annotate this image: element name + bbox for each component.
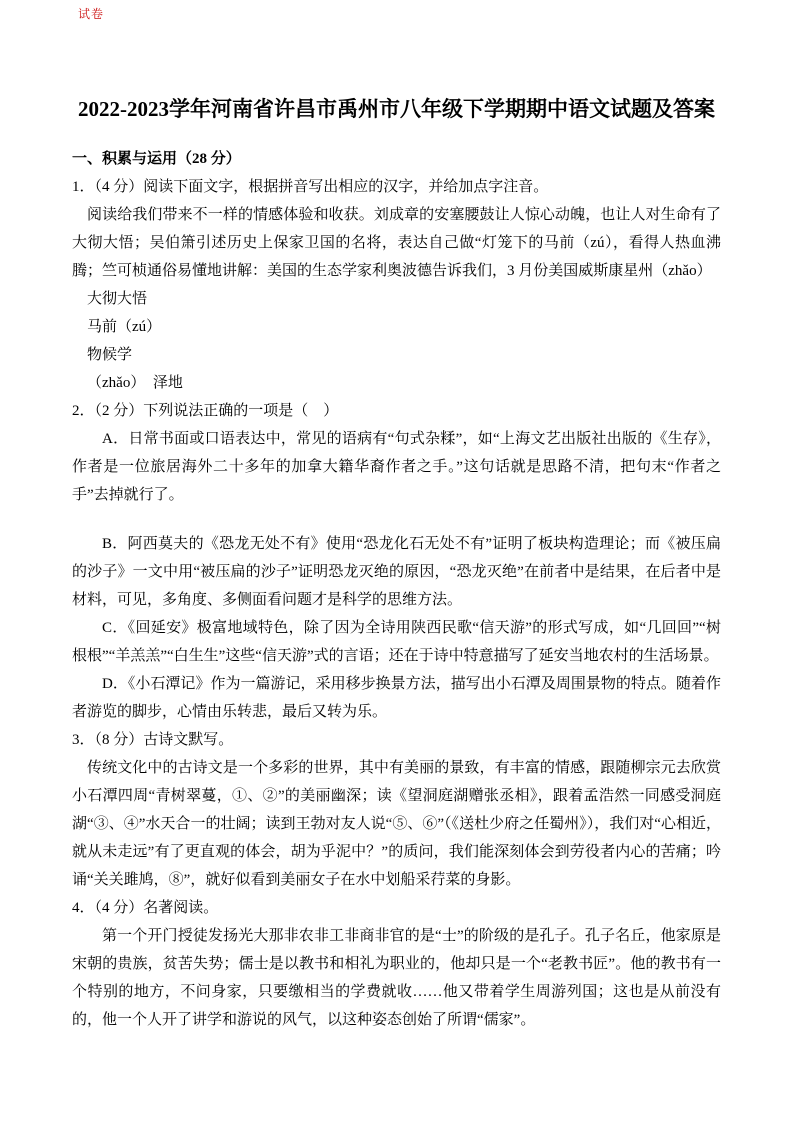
- pinyin-item-2: 马前（zú）: [87, 319, 162, 335]
- document-content: [72, 86, 721, 1034]
- question-3-passage: 传统文化中的古诗文是一个多彩的世界，其中有美丽的景致，有丰富的情感，跟随柳宗元去欣赏小石潭四周“青树翠蔓，①、②”的美丽幽深；读《望洞庭湖赠张丞相》，跟着孟浩然一同感受洞庭湖“③、④”水天合一的壮阔；读到王勃对友人说“⑤、⑥”（《送杜少府之任蜀州》），我们对“心相近，就从未走远”有了更直观的体会，胡为乎泥中？”的质问，我们能深刻体会到劳役者内心的苦痛；吟诵“关关雎鸠，⑧”，就好似看到美丽女子在水中划船采荇菜的身影。: [72, 760, 721, 888]
- section-heading: 一、积累与运用（28 分）: [72, 151, 241, 167]
- pinyin-item-1: 大彻大悟: [87, 291, 148, 307]
- question-1-stem: 1．（4 分）阅读下面文字，根据拼音写出相应的汉字，并给加点字注音。: [72, 179, 549, 195]
- page-title: 2022-2023学年河南省许昌市禹州市八年级下学期期中语文试题及答案: [78, 97, 715, 121]
- question-4-stem: 4．（4 分）名著阅读。: [72, 900, 219, 916]
- watermark: 试卷: [78, 7, 105, 21]
- question-4-passage: 第一个开门授徒发扬光大那非农非工非商非官的是“士”的阶级的是孔子。孔子名丘，他家原是宋朝的贵族，贫苦失势；儒士是以教书和相礼为职业的，他却只是一个“老教书匠”。他的教书有一个特别的地方，不问身家，只要缴相当的学费就收……他又带着学生周游列国；这也是从前没有的，他一个人开了讲学和游说的风气，以这种姿态创始了所谓“儒家”。: [72, 928, 721, 1028]
- question-2-option-d: D．《小石潭记》作为一篇游记，采用移步换景方法，描写出小石潭及周围景物的特点。随着作者游览的脚步，心情由乐转悲，最后又转为乐。: [72, 676, 721, 720]
- question-1-passage: 阅读给我们带来不一样的情感体验和收获。刘成章的安塞腰鼓让人惊心动魄，也让人对生命有了大彻大悟；吴伯箫引述历史上保家卫国的名将，表达自己做“灯笼下的马前（zú），看得人热血沸腾；竺可桢通俗易懂地讲解：美国的生态学家利奥波德告诉我们，3 月份美国威斯康星州（zhǎo）: [72, 207, 721, 279]
- question-2-option-c: C．《回延安》极富地域特色，除了因为全诗用陕西民歌“信天游”的形式写成，如“几回回”“树根根”“羊羔羔”“白生生”这些“信天游”式的言语；还在于诗中特意描写了延安当地农村的生活场景。: [72, 620, 721, 664]
- question-2-stem: 2．（2 分）下列说法正确的一项是（ ）: [72, 403, 339, 419]
- question-2-option-a: A．日常书面或口语表达中，常见的语病有“句式杂糅”，如“上海文艺出版社出版的《生存》，作者是一位旅居海外二十多年的加拿大籍华裔作者之手。”这句话就是思路不清，把句末“作者之手”去掉就行了。: [72, 431, 721, 503]
- question-3-stem: 3．（8 分）古诗文默写。: [72, 732, 234, 748]
- question-2-option-b: B．阿西莫夫的《恐龙无处不有》使用“恐龙化石无处不有”证明了板块构造理论；而《被压扁的沙子》一文中用“被压扁的沙子”证明恐龙灭绝的原因，“恐龙灭绝”在前者中是结果，在后者中是材料，可见，多角度、多侧面看问题才是科学的思维方法。: [72, 536, 721, 608]
- blank-line: [72, 509, 721, 530]
- pinyin-item-3: 物候学: [87, 347, 133, 363]
- pinyin-item-4: （zhǎo） 泽地: [87, 375, 183, 391]
